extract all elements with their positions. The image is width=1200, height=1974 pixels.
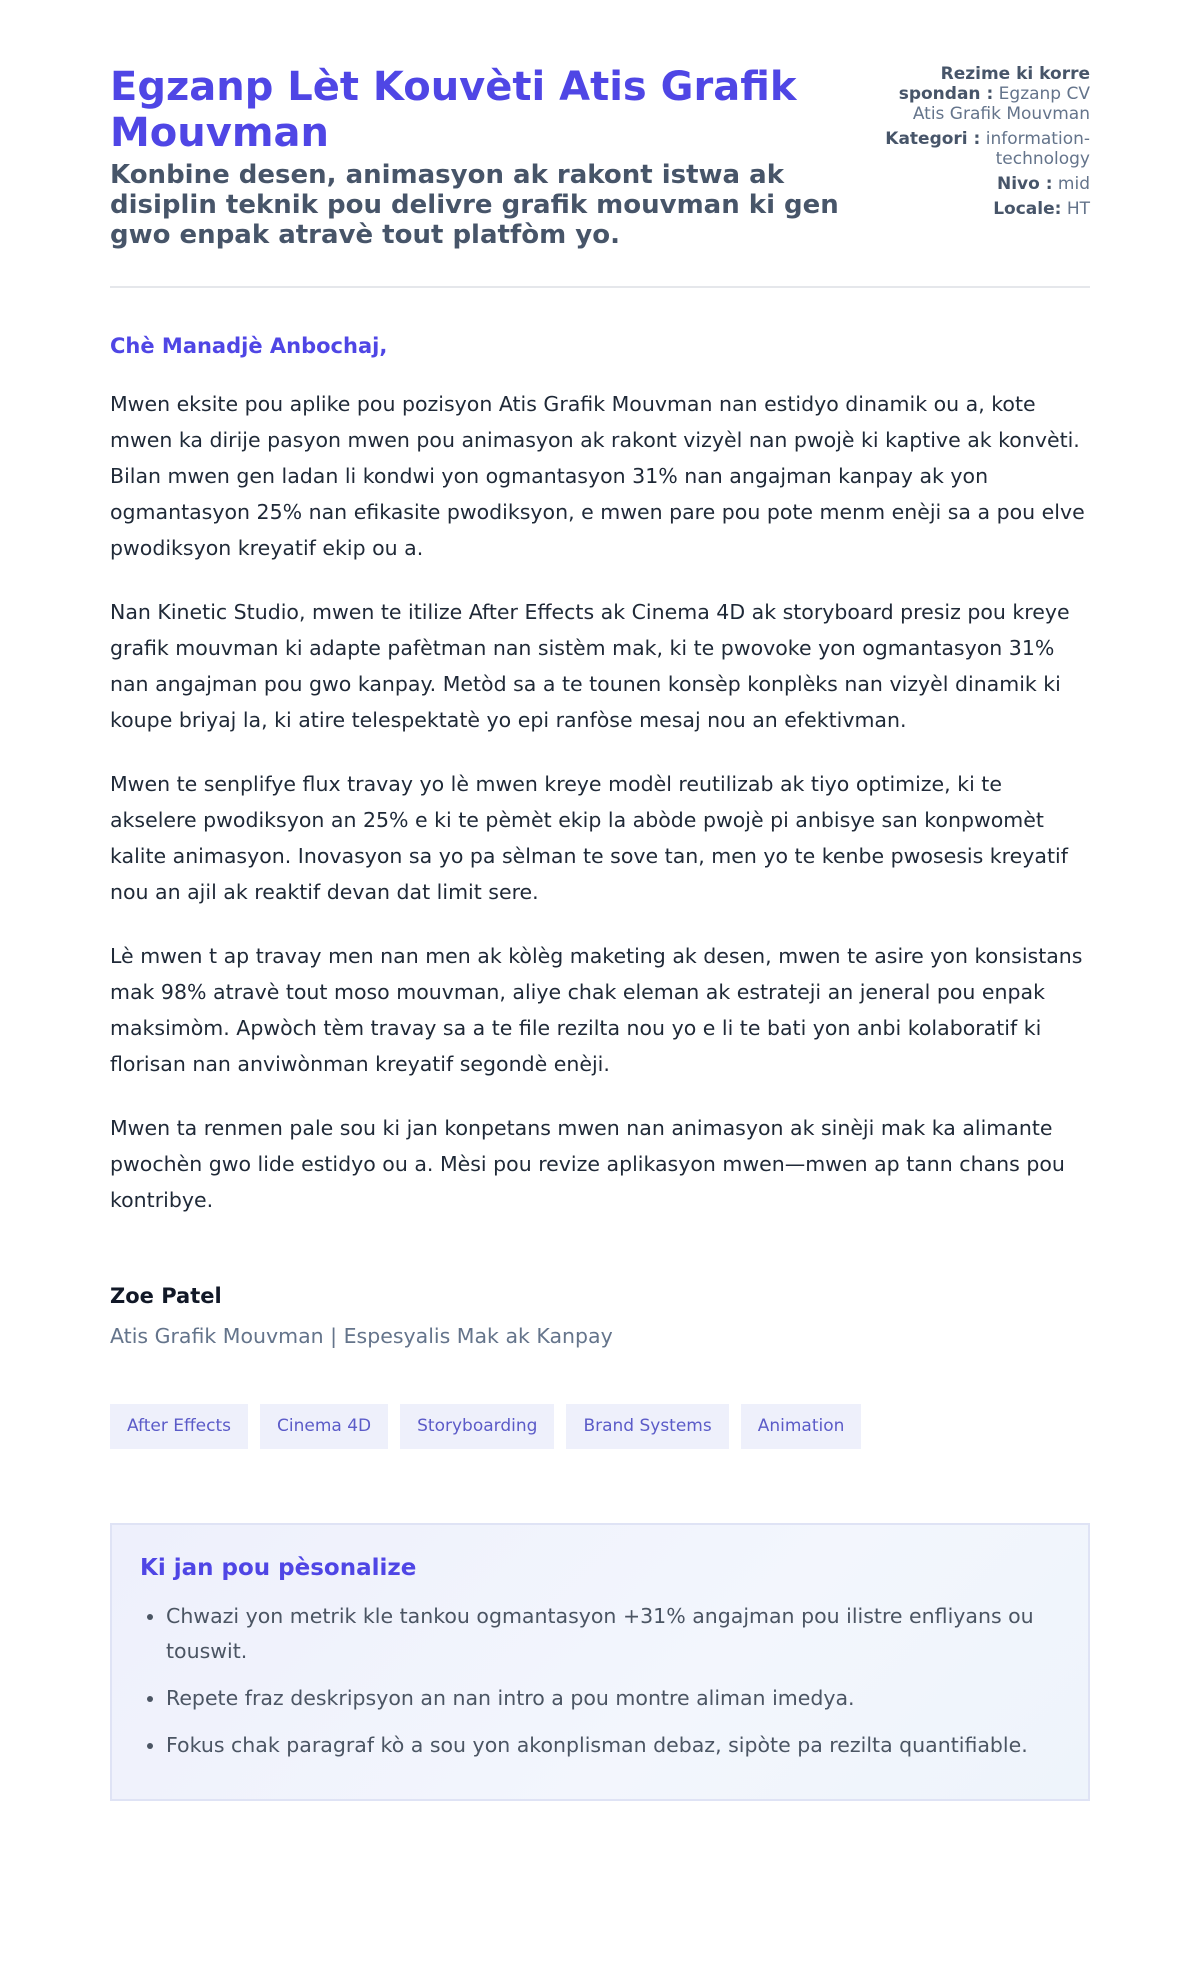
cover-letter-page	[110, 0, 1090, 1801]
header-titles	[110, 64, 850, 250]
tip-item: • Chwazi yon metrik kle tankou ogmantasyon +31% angajman pou ilistre enfliyans ou touswit.	[166, 1599, 1058, 1669]
letter-paragraph-5: Mwen ta renmen pale sou ki jan konpetans mwen nan animasyon ak sinèji mak ka alimante pwochèn gwo lide estidyo ou a. Mèsi pou revize aplikasyon mwen—mwen ap tann chans pou kontribye.	[110, 1116, 1065, 1212]
meta-related-resume	[870, 64, 1090, 124]
letter-paragraph-4: Lè mwen t ap travay men nan men ak kòlèg maketing ak desen, mwen te asire yon konsistans mak 98% atravè tout moso mouvman, aliye chak eleman ak estrateji an jeneral pou enpak maksimòm. Apwòch tèm travay sa a te file rezilta nou yo e li te bati yon anbi kolaboratif ki florisan nan anviwònman kreyatif segondè enèji.	[110, 944, 1083, 1076]
meta-category	[870, 129, 1090, 169]
meta-key: Kategori :	[885, 129, 981, 149]
skill-tag: Brand Systems	[566, 1404, 728, 1449]
meta-key: Rezime ki korre spondan :	[898, 64, 1090, 104]
skill-tag: Cinema 4D	[260, 1404, 388, 1449]
tips-title: Ki jan pou pèsonalize	[140, 1555, 417, 1581]
letter-paragraph-2: Nan Kinetic Studio, mwen te itilize After Effects ak Cinema 4D ak storyboard presiz pou kreye grafik mouvman ki adapte pafètman nan sistèm mak, ki te pwovoke yon ogmantasyon 31% nan angajman pou gwo kanpay. Metòd sa a te tounen konsèp konplèks nan vizyèl dinamik ki koupe briyaj la, ki atire telespektatè yo epi ranfòse mesaj nou an efektivman.	[110, 600, 1070, 732]
tips-list	[140, 1599, 1058, 1763]
page-title: Egzanp Lèt Kouvèti Atis Grafik Mouvman	[110, 64, 797, 156]
tip-item: • Fokus chak paragraf kò a sou yon akonplisman debaz, sipòte pa rezilta quantifiable.	[166, 1728, 1058, 1763]
meta-value: information-technology	[985, 129, 1090, 169]
salutation: Chè Manadjè Anbochaj,	[110, 334, 388, 358]
skill-tag: Animation	[741, 1404, 862, 1449]
meta-locale	[870, 199, 1090, 219]
signature-role: Atis Grafik Mouvman | Espesyalis Mak ak Kanpay	[110, 1324, 613, 1348]
signature-name: Zoe Patel	[110, 1284, 222, 1308]
skill-tag: Storyboarding	[400, 1404, 554, 1449]
header	[110, 64, 1090, 288]
letter-paragraph-1: Mwen eksite pou aplike pou pozisyon Atis Grafik Mouvman nan estidyo dinamik ou a, kote mwen ka dirije pasyon mwen pou animasyon ak rakont vizyèl nan pwojè ki kaptive ak konvèti. Bilan mwen gen ladan li kondwi yon ogmantasyon 31% nan angajman kanpay ak yon ogmantasyon 25% nan efikasite pwodiksyon, e mwen pare pou pote menm enèji sa a pou elve pwodiksyon kreyatif ekip ou a.	[110, 392, 1085, 560]
meta-level	[870, 174, 1090, 194]
skill-tags	[110, 1404, 1090, 1449]
meta-value: HT	[1066, 199, 1090, 219]
skill-tag: After Effects	[110, 1404, 248, 1449]
meta-key: Nivo :	[996, 174, 1053, 194]
meta-key: Locale:	[993, 199, 1062, 219]
page-subtitle: Konbine desen, animasyon ak rakont istwa ak disiplin teknik pou delivre grafik mouvman ki gen gwo enpak atravè tout platfòm yo.	[110, 160, 839, 250]
meta-value: Egzanp CV Atis Grafik Mouvman	[912, 84, 1090, 124]
meta-panel	[870, 64, 1090, 224]
tip-item: • Repete fraz deskripsyon an nan intro a pou montre aliman imedya.	[166, 1681, 1058, 1716]
meta-value: mid	[1057, 174, 1090, 194]
letter-paragraph-3: Mwen te senplifye flux travay yo lè mwen kreye modèl reutilizab ak tiyo optimize, ki te akselere pwodiksyon an 25% e ki te pèmèt ekip la abòde pwojè pi anbisye san konpwomèt kalite animasyon. Inovasyon sa yo pa sèlman te sove tan, men yo te kenbe pwosesis kreyatif nou an ajil ak reaktif devan dat limit sere.	[110, 772, 1068, 904]
customization-tips	[110, 1523, 1090, 1801]
signature	[110, 1284, 1090, 1348]
